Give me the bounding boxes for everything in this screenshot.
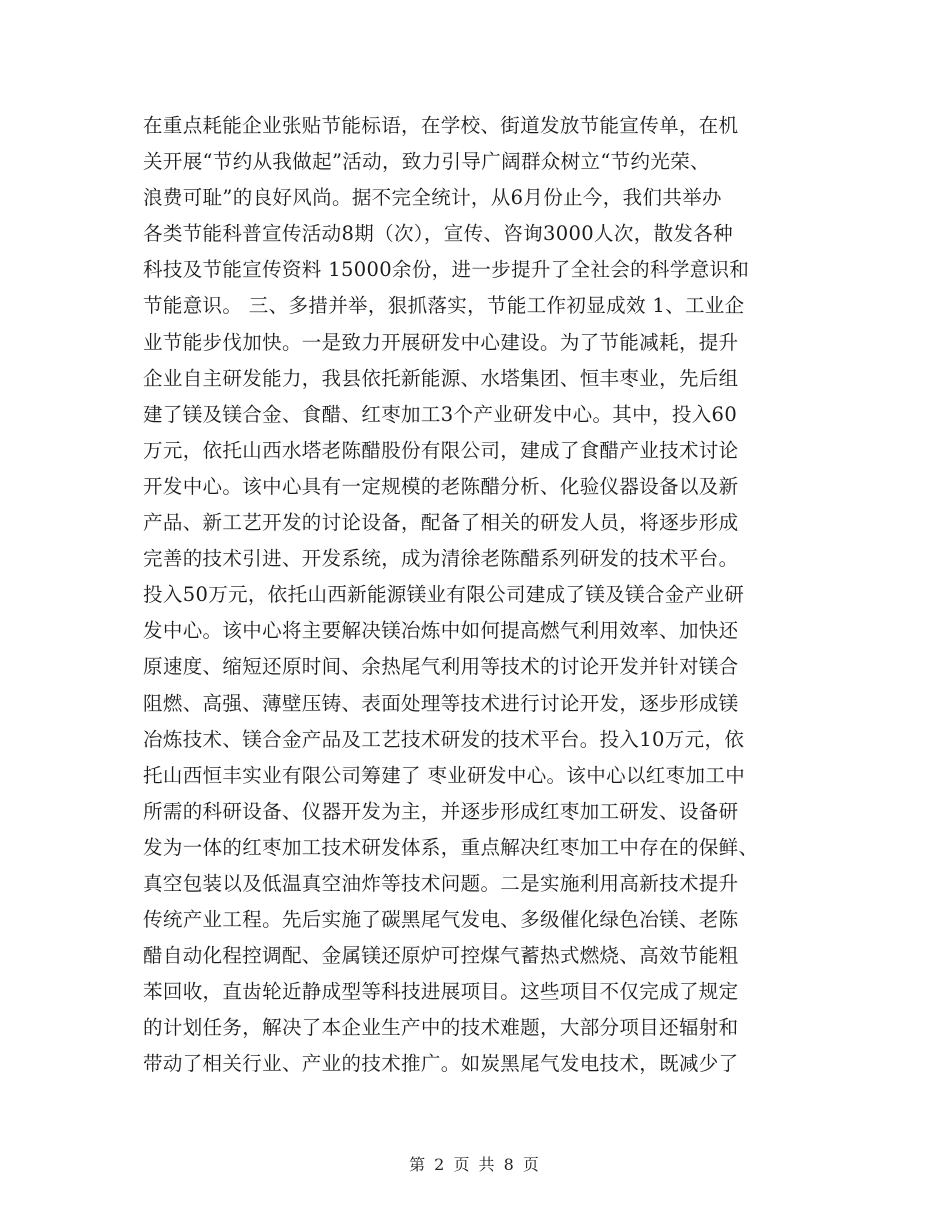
text-line: 苯回收，直齿轮近静成型等科技进展项目。这些项目不仅完成了规定 bbox=[143, 980, 739, 1004]
text-line: 在重点耗能企业张贴节能标语，在学校、街道发放节能宣传单，在机 bbox=[143, 114, 739, 137]
text-line: 所需的科研设备、仪器开发为主，并逐步形成红枣加工研发、设备研 bbox=[143, 799, 739, 823]
text-line: 醋自动化程控调配、金属镁还原炉可控煤气蓄热式燃烧、高效节能粗 bbox=[143, 944, 739, 968]
text-line: 产品、新工艺开发的讨论设备，配备了相关的研发人员，将逐步形成 bbox=[143, 511, 739, 535]
text-line: 带动了相关行业、产业的技术推广。如炭黑尾气发电技术，既减少了 bbox=[143, 1052, 739, 1076]
text-line: 建了镁及镁合金、食醋、红枣加工3个产业研发中心。其中，投入60 bbox=[143, 402, 738, 426]
text-line: 开发中心。该中心具有一定规模的老陈醋分析、化验仪器设备以及新 bbox=[143, 474, 739, 498]
body-text bbox=[143, 108, 808, 1083]
text-line: 托山西恒丰实业有限公司筹建了 枣业研发中心。该中心以红枣加工中 bbox=[143, 763, 746, 787]
text-line: 万元，依托山西水塔老陈醋股份有限公司，建成了食醋产业技术讨论 bbox=[143, 438, 739, 462]
text-line: 真空包装以及低温真空油炸等技术问题。二是实施利用高新技术提升 bbox=[143, 871, 739, 895]
text-line: 节能意识。 三、多措并举，狠抓落实，节能工作初显成效 1、工业企 bbox=[143, 294, 745, 318]
text-line: 冶炼技术、镁合金产品及工艺技术研发的技术平台。投入10万元，依 bbox=[143, 727, 745, 751]
text-line: 的计划任务，解决了本企业生产中的技术难题，大部分项目还辐射和 bbox=[143, 1016, 739, 1040]
text-line: 科技及节能宣传资料 15000余份，进一步提升了全社会的科学意识和 bbox=[143, 258, 750, 282]
text-line: 阻燃、高强、薄壁压铸、表面处理等技术进行讨论开发，逐步形成镁 bbox=[143, 691, 739, 715]
text-line: 企业自主研发能力，我县依托新能源、水塔集团、恒丰枣业，先后组 bbox=[143, 366, 739, 390]
text-line: 关开展“节约从我做起”活动，致力引导广阔群众树立“节约光荣、 bbox=[143, 150, 710, 174]
text-line: 投入50万元，依托山西新能源镁业有限公司建成了镁及镁合金产业研 bbox=[143, 583, 745, 607]
text-line: 发中心。该中心将主要解决镁冶炼中如何提高燃气利用效率、加快还 bbox=[143, 619, 739, 643]
text-line: 各类节能科普宣传活动8期（次），宣传、咨询3000人次，散发各种 bbox=[143, 222, 733, 246]
page-number-footer: 第 2 页 共 8 页 bbox=[409, 1155, 541, 1174]
text-line: 业节能步伐加快。一是致力开展研发中心建设。为了节能减耗，提升 bbox=[143, 330, 739, 354]
text-line: 发为一体的红枣加工技术研发体系，重点解决红枣加工中存在的保鲜、 bbox=[143, 835, 759, 859]
text-line: 完善的技术引进、开发系统，成为清徐老陈醋系列研发的技术平台。 bbox=[143, 547, 739, 571]
text-line: 原速度、缩短还原时间、余热尾气利用等技术的讨论开发并针对镁合 bbox=[143, 655, 739, 679]
text-line: 浪费可耻”的良好风尚。据不完全统计，从6月份止今，我们共举办 bbox=[143, 186, 722, 210]
text-line: 传统产业工程。先后实施了碳黑尾气发电、多级催化绿色冶镁、老陈 bbox=[143, 908, 739, 932]
